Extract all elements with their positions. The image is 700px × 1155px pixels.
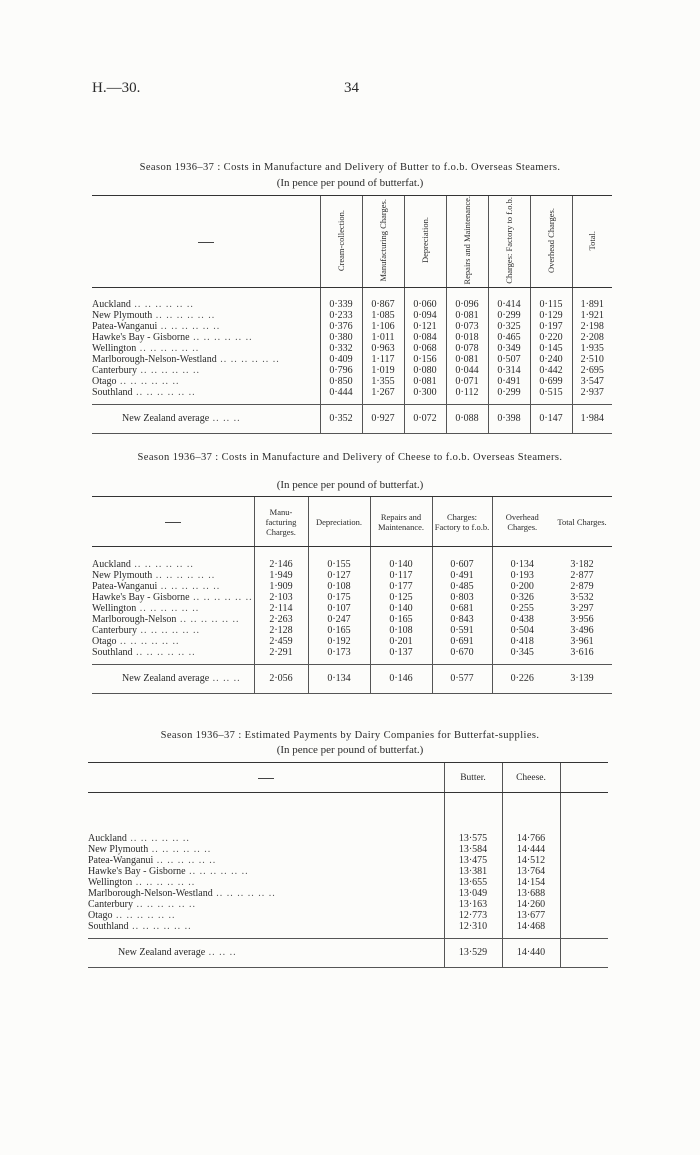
cell-value: 0·177 [370, 581, 432, 592]
leader-dots: .. .. .. .. .. .. [137, 364, 200, 376]
cell-value: 0·299 [488, 387, 530, 405]
table-row [88, 844, 608, 855]
col-cream-collection: Cream-collection. [320, 196, 362, 288]
cell-value: 1·355 [362, 376, 404, 387]
row-name: Auckland .. .. .. .. .. .. [88, 832, 190, 844]
payments-table-subtitle: (In pence per pound of butterfat.) [276, 744, 424, 756]
row-name: Patea-Wanganui .. .. .. .. .. .. [92, 320, 221, 332]
stub-header [88, 763, 444, 793]
cell-value: 0·080 [404, 365, 446, 376]
cell-value: 0·300 [404, 387, 446, 405]
row-name: New Plymouth .. .. .. .. .. .. [92, 569, 216, 581]
col-total-charges: Total Charges. [552, 497, 612, 547]
leader-dots: .. .. .. .. .. .. [212, 887, 276, 899]
col-repairs-maintenance: Repairs and Maintenance. [446, 196, 488, 288]
table-row [92, 636, 612, 647]
row-name: Canterbury .. .. .. .. .. .. [92, 364, 200, 376]
average-value: 0·088 [446, 404, 488, 433]
cell-value: 0·963 [362, 343, 404, 354]
payments-table [88, 762, 608, 968]
cell-value: 0·491 [432, 570, 492, 581]
cell-value: 0·081 [446, 354, 488, 365]
cell-value: 2·114 [254, 603, 308, 614]
average-value: 0·352 [320, 404, 362, 433]
average-value: 0·147 [530, 404, 572, 433]
average-value: 3·139 [552, 664, 612, 693]
cell-value: 0·376 [320, 321, 362, 332]
cell-value: 0·591 [432, 625, 492, 636]
row-name: Southland .. .. .. .. .. .. [88, 920, 192, 932]
cell-value: 1·011 [362, 332, 404, 343]
cell-value: 13·677 [502, 910, 560, 921]
cell-value: 0·145 [530, 343, 572, 354]
cell-value: 3·532 [570, 591, 594, 603]
row-name: Marlborough-Nelson-Westland .. .. .. .. .. .. [92, 353, 280, 365]
cell-value: 0·515 [530, 387, 572, 405]
cell-value: 1·267 [362, 387, 404, 405]
leader-dots: .. .. .. .. .. .. [130, 298, 194, 310]
cheese-table-subtitle: (In pence per pound of butterfat.) [276, 479, 424, 491]
average-label: New Zealand average .. .. .. [92, 404, 320, 433]
cell-value: 0·078 [446, 343, 488, 354]
cell-value: 0·108 [308, 581, 370, 592]
average-value: 0·134 [308, 664, 370, 693]
table-row [88, 855, 608, 866]
average-value: 2·056 [254, 664, 308, 693]
cell-value: 1·935 [572, 343, 612, 354]
cell-value: 0·220 [530, 332, 572, 343]
row-name: Hawke's Bay - Gisborne .. .. .. .. .. .. [92, 591, 253, 603]
cell-value: 3·496 [570, 624, 594, 636]
cell-value: 1·106 [362, 321, 404, 332]
average-value: 14·440 [502, 938, 560, 967]
cell-value: 0·094 [404, 310, 446, 321]
butter-table-subtitle: (In pence per pound of butterfat.) [276, 177, 424, 189]
table-row [88, 866, 608, 877]
cell-value: 3·547 [572, 376, 612, 387]
leader-dots: .. .. .. .. .. .. [136, 602, 200, 614]
col-overhead-charges: Overhead Charges. [530, 196, 572, 288]
table-row [88, 833, 608, 844]
cell-value: 0·140 [370, 559, 432, 570]
cell-value: 0·121 [404, 321, 446, 332]
average-value: 0·146 [370, 664, 432, 693]
cell-value: 2·103 [254, 592, 308, 603]
cell-value: 0·255 [492, 603, 552, 614]
table-row [92, 310, 612, 321]
cell-value: 0·247 [308, 614, 370, 625]
cell-value: 0·137 [370, 647, 432, 665]
cell-value: 2·937 [572, 387, 612, 405]
col-depreciation: Depreciation. [404, 196, 446, 288]
table-row [88, 877, 608, 888]
table-row [92, 387, 612, 405]
cell-value: 3·297 [570, 602, 594, 614]
cell-value: 2·208 [572, 332, 612, 343]
dash-mark [198, 242, 214, 243]
table-row [92, 592, 612, 603]
cell-value: 0·018 [446, 332, 488, 343]
table-row [92, 570, 612, 581]
table-row [92, 343, 612, 354]
table-row [92, 365, 612, 376]
dash-mark [258, 778, 274, 779]
cell-value: 0·485 [432, 581, 492, 592]
cell-value: 0·071 [446, 376, 488, 387]
leader-dots: .. .. .. .. .. .. [132, 646, 196, 658]
cell-value: 0·165 [370, 614, 432, 625]
leader-dots: .. .. .. .. .. .. [185, 865, 249, 877]
cell-value: 0·081 [446, 310, 488, 321]
cell-value: 2·146 [254, 559, 308, 570]
leader-dots: .. .. .. .. .. .. [130, 558, 194, 570]
cell-value: 0·314 [488, 365, 530, 376]
cell-value: 0·073 [446, 321, 488, 332]
col-manufacturing-charges: Manufacturing Charges. [362, 196, 404, 288]
cheese-costs-table [92, 496, 612, 694]
cell-value: 0·339 [320, 299, 362, 310]
cell-value: 0·068 [404, 343, 446, 354]
cell-value: 2·459 [254, 636, 308, 647]
col-overhead-charges: Overhead Charges. [492, 497, 552, 547]
cell-value: 2·198 [572, 321, 612, 332]
cell-value: 0·081 [404, 376, 446, 387]
cell-value: 0·504 [492, 625, 552, 636]
col-factory-to-fob: Charges: Factory to f.o.b. [488, 196, 530, 288]
cell-value: 1·909 [254, 581, 308, 592]
leader-dots: .. .. .. .. .. .. [153, 854, 217, 866]
cell-value: 12·310 [444, 921, 502, 939]
leader-dots: .. .. .. .. .. .. [136, 342, 200, 354]
row-name: Otago .. .. .. .. .. .. [92, 375, 180, 387]
cell-value: 0·173 [308, 647, 370, 665]
row-name: Southland .. .. .. .. .. .. [92, 386, 196, 398]
cell-value: 13·475 [444, 855, 502, 866]
leader-dots: .. .. .. .. .. .. [116, 635, 180, 647]
row-name: Southland .. .. .. .. .. .. [92, 646, 196, 658]
row-name: Auckland .. .. .. .. .. .. [92, 298, 194, 310]
cell-value: 13·584 [444, 844, 502, 855]
leader-dots: .. .. .. [205, 946, 237, 958]
cell-value: 1·891 [572, 299, 612, 310]
row-name: Marlborough-Nelson .. .. .. .. .. .. [92, 613, 240, 625]
cell-value: 0·156 [404, 354, 446, 365]
cell-value: 0·112 [446, 387, 488, 405]
cell-value: 2·291 [254, 647, 308, 665]
cell-value: 0·096 [446, 299, 488, 310]
cell-value: 0·867 [362, 299, 404, 310]
average-value: 0·072 [404, 404, 446, 433]
cell-value: 0·465 [488, 332, 530, 343]
row-name: Marlborough-Nelson-Westland .. .. .. .. .. .. [88, 887, 276, 899]
cell-value: 0·107 [308, 603, 370, 614]
average-label: New Zealand average .. .. .. [88, 938, 444, 967]
cell-value: 0·438 [492, 614, 552, 625]
cell-value: 0·084 [404, 332, 446, 343]
cell-value: 0·691 [432, 636, 492, 647]
average-value: 13·529 [444, 938, 502, 967]
average-value: 0·927 [362, 404, 404, 433]
cell-value: 0·345 [492, 647, 552, 665]
cell-value: 0·115 [530, 299, 572, 310]
leader-dots: .. .. .. .. .. .. [132, 386, 196, 398]
col-factory-to-fob: Charges: Factory to f.o.b. [432, 497, 492, 547]
average-row [88, 938, 608, 967]
cell-value: 0·201 [370, 636, 432, 647]
leader-dots: .. .. .. .. .. .. [126, 832, 190, 844]
row-name: Wellington .. .. .. .. .. .. [92, 602, 200, 614]
cell-value: 3·956 [570, 613, 594, 625]
cell-value: 2·879 [570, 580, 594, 592]
table-row [92, 614, 612, 625]
table-row [88, 888, 608, 899]
cell-value: 14·444 [502, 844, 560, 855]
cell-value: 0·850 [320, 376, 362, 387]
table-row [92, 603, 612, 614]
col-total: Total. [572, 196, 612, 288]
cell-value: 0·125 [370, 592, 432, 603]
cell-value: 3·961 [570, 635, 594, 647]
dash-mark [165, 522, 181, 523]
leader-dots: .. .. .. .. .. .. [189, 331, 253, 343]
cell-value: 0·681 [432, 603, 492, 614]
leader-dots: .. .. .. .. .. .. [148, 843, 212, 855]
payments-table-title: Season 1936–37 : Estimated Payments by Dairy Companies for Butterfat-supplies. [160, 730, 540, 741]
col-depreciation: Depreciation. [308, 497, 370, 547]
cell-value: 0·192 [308, 636, 370, 647]
cell-value: 13·688 [502, 888, 560, 899]
average-row [92, 664, 612, 693]
cell-value: 3·182 [570, 558, 594, 570]
table-row [92, 299, 612, 310]
table-row [88, 921, 608, 939]
row-name: Hawke's Bay - Gisborne .. .. .. .. .. .. [88, 865, 249, 877]
cell-value: 0·193 [492, 570, 552, 581]
cell-value: 0·414 [488, 299, 530, 310]
row-name: Wellington .. .. .. .. .. .. [88, 876, 196, 888]
cell-value: 14·154 [502, 877, 560, 888]
cell-value: 3·616 [570, 646, 594, 658]
page-number: 34 [344, 80, 359, 96]
leader-dots: .. .. .. .. .. .. [133, 898, 196, 910]
stub-header [92, 497, 254, 547]
leader-dots: .. .. .. [209, 672, 241, 684]
table-row [92, 625, 612, 636]
cell-value: 0·175 [308, 592, 370, 603]
table-row [92, 376, 612, 387]
average-value: 1·984 [572, 404, 612, 433]
cell-value: 0·332 [320, 343, 362, 354]
cell-value: 0·444 [320, 387, 362, 405]
cell-value: 0·140 [370, 603, 432, 614]
cell-value: 0·843 [432, 614, 492, 625]
butter-costs-table [92, 195, 612, 434]
col-manufacturing-charges: Manu-facturing Charges. [254, 497, 308, 547]
cell-value: 0·803 [432, 592, 492, 603]
table-row [92, 332, 612, 343]
cell-value: 0·325 [488, 321, 530, 332]
row-name: Wellington .. .. .. .. .. .. [92, 342, 200, 354]
leader-dots: .. .. .. .. .. .. [157, 320, 221, 332]
row-name: New Plymouth .. .. .. .. .. .. [92, 309, 216, 321]
cell-value: 0·442 [530, 365, 572, 376]
cell-value: 0·044 [446, 365, 488, 376]
cell-value: 0·299 [488, 310, 530, 321]
cell-value: 0·134 [492, 559, 552, 570]
cell-value: 13·655 [444, 877, 502, 888]
leader-dots: .. .. .. .. .. .. [112, 909, 176, 921]
table-row [92, 354, 612, 365]
average-value: 0·577 [432, 664, 492, 693]
cell-value: 2·695 [572, 365, 612, 376]
cell-value: 1·949 [254, 570, 308, 581]
cell-value: 0·507 [488, 354, 530, 365]
cell-value: 13·575 [444, 833, 502, 844]
cell-value: 2·128 [254, 625, 308, 636]
cell-value: 0·200 [492, 581, 552, 592]
cheese-table-title: Season 1936–37 : Costs in Manufacture and Delivery of Cheese to f.o.b. Overseas Steamers. [137, 452, 563, 463]
cell-value: 13·381 [444, 866, 502, 877]
col-butter: Butter. [444, 763, 502, 793]
cell-value: 0·418 [492, 636, 552, 647]
cell-value: 14·468 [502, 921, 560, 939]
leader-dots: .. .. .. .. .. .. [157, 580, 221, 592]
cell-value: 0·117 [370, 570, 432, 581]
butter-table-title: Season 1936–37 : Costs in Manufacture and Delivery of Butter to f.o.b. Overseas Steamers. [139, 162, 561, 173]
cell-value: 0·108 [370, 625, 432, 636]
leader-dots: .. .. .. .. .. .. [132, 876, 196, 888]
table-row [88, 910, 608, 921]
row-name: Canterbury .. .. .. .. .. .. [88, 898, 196, 910]
average-label: New Zealand average .. .. .. [92, 664, 254, 693]
cell-value: 0·060 [404, 299, 446, 310]
table-row [92, 559, 612, 570]
row-name: Canterbury .. .. .. .. .. .. [92, 624, 200, 636]
average-row [92, 404, 612, 433]
row-name: Otago .. .. .. .. .. .. [92, 635, 180, 647]
row-name: Otago .. .. .. .. .. .. [88, 909, 176, 921]
cell-value: 0·326 [492, 592, 552, 603]
cell-value: 0·699 [530, 376, 572, 387]
cell-value: 0·240 [530, 354, 572, 365]
cell-value: 0·129 [530, 310, 572, 321]
cell-value: 0·796 [320, 365, 362, 376]
cell-value: 12·773 [444, 910, 502, 921]
cell-value: 0·349 [488, 343, 530, 354]
leader-dots: .. .. .. .. .. .. [137, 624, 200, 636]
cell-value: 0·233 [320, 310, 362, 321]
cell-value: 14·260 [502, 899, 560, 910]
table-row [92, 321, 612, 332]
leader-dots: .. .. .. .. .. .. [176, 613, 240, 625]
cell-value: 0·197 [530, 321, 572, 332]
table-row [92, 647, 612, 665]
cell-value: 1·085 [362, 310, 404, 321]
cell-value: 0·165 [308, 625, 370, 636]
row-name: Hawke's Bay - Gisborne .. .. .. .. .. .. [92, 331, 253, 343]
average-value: 0·226 [492, 664, 552, 693]
row-name: Auckland .. .. .. .. .. .. [92, 558, 194, 570]
leader-dots: .. .. .. .. .. .. [152, 569, 216, 581]
row-name: Patea-Wanganui .. .. .. .. .. .. [92, 580, 221, 592]
leader-dots: .. .. .. [209, 412, 241, 424]
cell-value: 13·764 [502, 866, 560, 877]
cell-value: 1·117 [362, 354, 404, 365]
cell-value: 0·380 [320, 332, 362, 343]
leader-dots: .. .. .. .. .. .. [152, 309, 216, 321]
cell-value: 0·127 [308, 570, 370, 581]
cell-value: 0·607 [432, 559, 492, 570]
col-cheese: Cheese. [502, 763, 560, 793]
table-row [92, 581, 612, 592]
cell-value: 0·409 [320, 354, 362, 365]
cell-value: 1·019 [362, 365, 404, 376]
cell-value: 14·512 [502, 855, 560, 866]
leader-dots: .. .. .. .. .. .. [216, 353, 280, 365]
leader-dots: .. .. .. .. .. .. [189, 591, 253, 603]
page-reference: H.—30. [92, 80, 141, 96]
cell-value: 14·766 [502, 833, 560, 844]
cell-value: 2·877 [570, 569, 594, 581]
cell-value: 13·049 [444, 888, 502, 899]
col-repairs-maintenance: Repairs and Maintenance. [370, 497, 432, 547]
cell-value: 1·921 [572, 310, 612, 321]
cell-value: 0·491 [488, 376, 530, 387]
cell-value: 2·510 [572, 354, 612, 365]
table-row [88, 899, 608, 910]
cell-value: 2·263 [254, 614, 308, 625]
cell-value: 0·155 [308, 559, 370, 570]
cell-value: 13·163 [444, 899, 502, 910]
average-value: 0·398 [488, 404, 530, 433]
row-name: New Plymouth .. .. .. .. .. .. [88, 843, 212, 855]
leader-dots: .. .. .. .. .. .. [116, 375, 180, 387]
leader-dots: .. .. .. .. .. .. [128, 920, 192, 932]
cell-value: 0·670 [432, 647, 492, 665]
stub-header [92, 196, 320, 288]
row-name: Patea-Wanganui .. .. .. .. .. .. [88, 854, 217, 866]
